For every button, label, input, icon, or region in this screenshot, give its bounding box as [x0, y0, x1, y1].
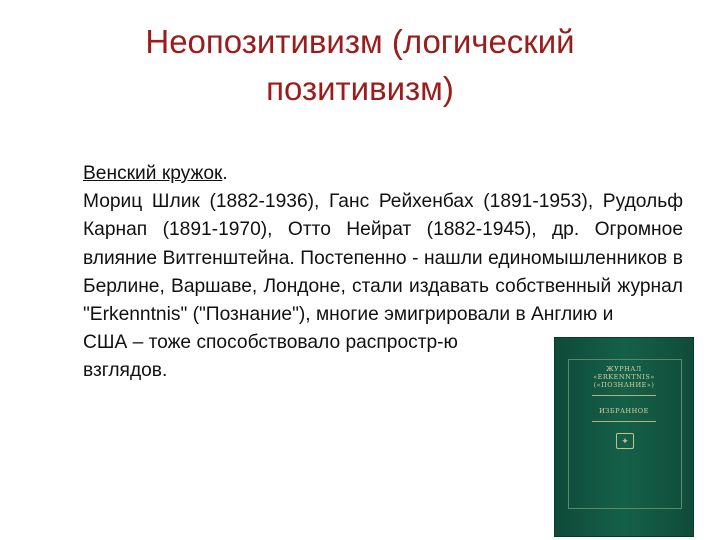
- heading-line: [83, 160, 683, 188]
- title-line-1: Неопозитивизм (логический: [145, 23, 575, 60]
- cover-title: [554, 365, 694, 389]
- body-line-3: взглядов.: [83, 360, 168, 382]
- title-line-2: позитивизм): [266, 70, 454, 107]
- cover-text-1: ЖУРНАЛ: [606, 365, 642, 373]
- slide-title: [60, 18, 660, 112]
- cover-text-4: ИЗБРАННОЕ: [599, 407, 649, 415]
- section-heading: Венский кружок: [83, 163, 223, 184]
- body-paragraph: Мориц Шлик (1882-1936), Ганс Рейхенбах (1891-1953), Рудольф Карнап (1891-1970), Отто Нейрат (1882-1945), др. Огромное влияние Витгенштейна. Постепенно - нашли единомышленников в Берлине, Варшаве, Лондоне, стали издавать собственный журнал "Erkenntnis" ("Познание"), многие эмигрировали в Англию и: [83, 191, 683, 326]
- cover-subtitle: [554, 407, 694, 415]
- cover-rule-top: [592, 395, 656, 396]
- cover-text-3: («ПОЗНАНИЕ»): [593, 381, 655, 389]
- heading-suffix: .: [222, 163, 228, 184]
- cover-rule-bottom: [592, 421, 656, 422]
- cover-text-2: «ERKENNTNIS»: [593, 373, 655, 381]
- journal-cover-image: [554, 337, 694, 537]
- cover-emblem-icon: ✦: [616, 433, 634, 449]
- body-line-2: США – тоже способствовало распростр-ю: [83, 332, 458, 354]
